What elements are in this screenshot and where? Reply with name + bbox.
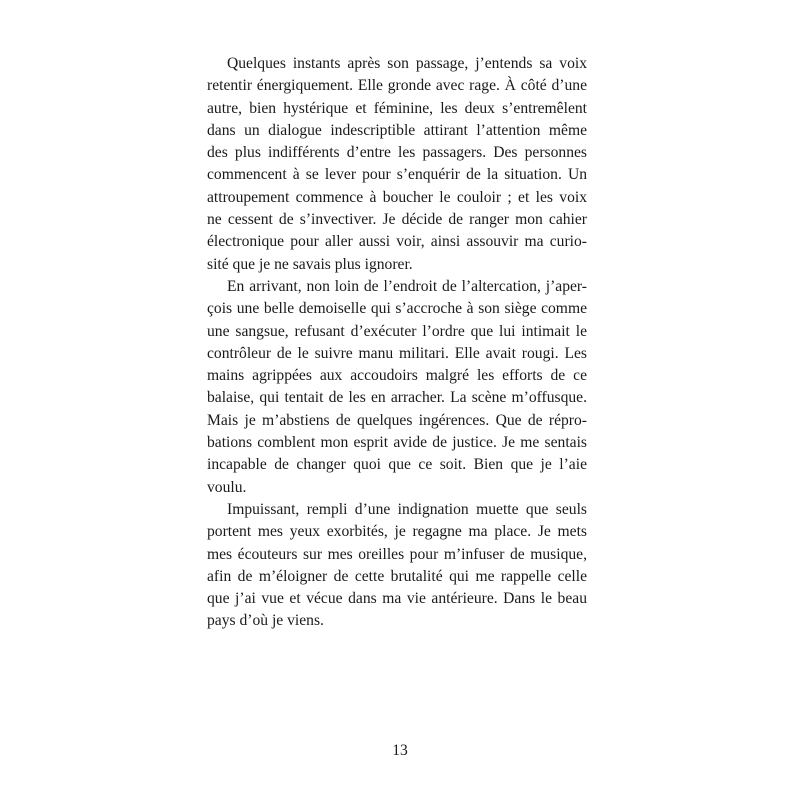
text-line: afin de m’éloigner de cette brutalité qui me rappelle celle <box>207 567 587 585</box>
page-number: 13 <box>392 742 408 759</box>
text-line: bations comblent mon esprit avide de justice. Je me sentais <box>207 434 587 452</box>
paragraph <box>207 499 587 633</box>
text-line: Mais je m’abstiens de quelques ingérences. Que de répro- <box>207 411 587 429</box>
text-line: dans un dialogue indescriptible attirant l’attention même <box>207 121 587 139</box>
body-text <box>207 53 587 633</box>
text-line: incapable de changer quoi que ce soit. Bien que je l’aie <box>207 456 587 474</box>
text-line: balaise, qui tentait de les en arracher. La scène m’offusque. <box>207 389 587 407</box>
text-line: que j’ai vue et vécue dans ma vie antérieure. Dans le beau <box>207 590 587 608</box>
text-line: attroupement commence à boucher le couloir ; et les voix <box>207 188 587 206</box>
text-line: retentir énergiquement. Elle gronde avec rage. À côté d’une <box>207 77 587 95</box>
text-line: çois une belle demoiselle qui s’accroche à son siège comme <box>207 300 587 318</box>
text-line: autre, bien hystérique et féminine, les deux s’entremêlent <box>207 99 587 117</box>
text-line: sité que je ne savais plus ignorer. <box>207 255 413 273</box>
text-line: électronique pour aller aussi voir, ainsi assouvir ma curio- <box>207 233 587 251</box>
text-line: En arrivant, non loin de l’endroit de l’altercation, j’aper- <box>227 277 587 295</box>
text-line: des plus indifférents d’entre les passagers. Des personnes <box>207 144 587 162</box>
text-line: voulu. <box>207 478 247 496</box>
text-line: mes écouteurs sur mes oreilles pour m’infuser de musique, <box>207 545 587 563</box>
text-line: Impuissant, rempli d’une indignation muette que seuls <box>227 500 587 518</box>
paragraph <box>207 53 587 276</box>
text-line: commencent à se lever pour s’enquérir de la situation. Un <box>207 166 587 184</box>
text-line: Quelques instants après son passage, j’entends sa voix <box>227 55 587 72</box>
paragraph <box>207 276 587 499</box>
text-line: pays d’où je viens. <box>207 612 324 630</box>
text-line: portent mes yeux exorbités, je regagne ma place. Je mets <box>207 523 587 541</box>
text-line: contrôleur de le suivre manu militari. Elle avait rougi. Les <box>207 344 587 362</box>
text-line: ne cessent de s’invectiver. Je décide de ranger mon cahier <box>207 211 587 229</box>
text-line: une sangsue, refusant d’exécuter l’ordre que lui intimait le <box>207 322 587 340</box>
text-line: mains agrippées aux accoudoirs malgré les efforts de ce <box>207 367 587 385</box>
